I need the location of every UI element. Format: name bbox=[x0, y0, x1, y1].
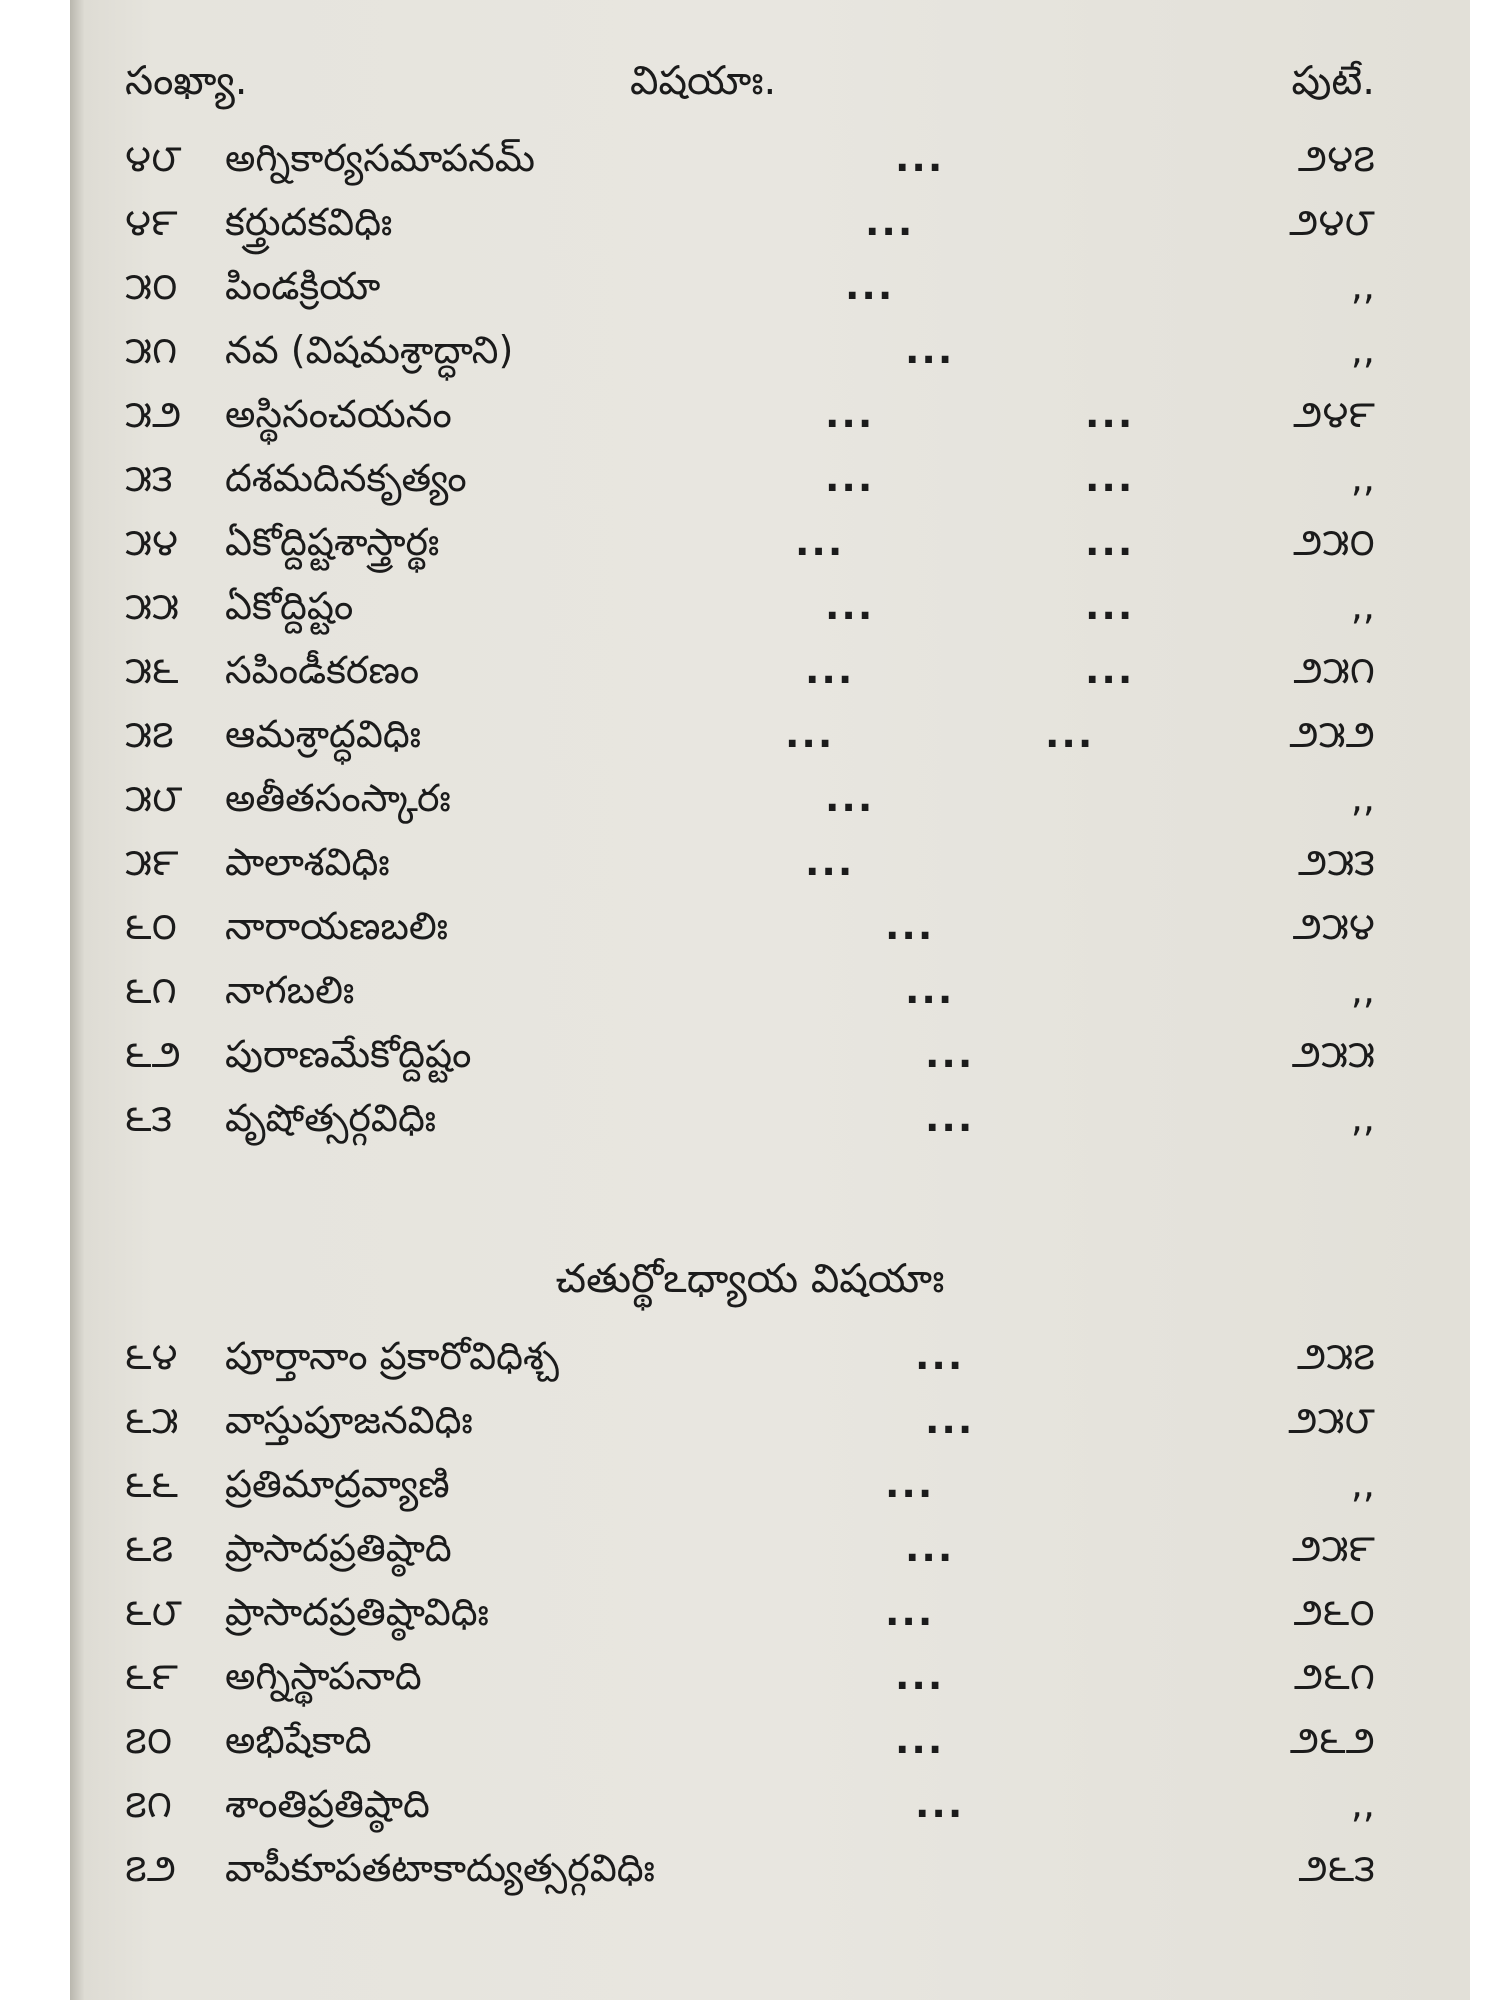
entry-page-number: ,, bbox=[1350, 968, 1375, 1012]
contents-entry bbox=[125, 192, 1375, 256]
leader-dots: ... bbox=[905, 1526, 955, 1570]
entry-number: ౫౭ bbox=[125, 712, 174, 756]
column-header-number: సంఖ్యా. bbox=[125, 58, 248, 104]
entry-page-number: ,, bbox=[1350, 584, 1375, 628]
contents-entry bbox=[125, 1838, 1375, 1902]
contents-entry bbox=[125, 128, 1375, 192]
entry-number: ౫౦ bbox=[125, 264, 178, 308]
entry-title: ప్రాసాదప్రతిష్ఠావిధిః bbox=[225, 1590, 489, 1634]
entry-page-number: ౨౫౦ bbox=[1292, 520, 1375, 564]
entry-number: ౭౨ bbox=[125, 1846, 177, 1890]
contents-entry bbox=[125, 1088, 1375, 1152]
entry-number: ౫౩ bbox=[125, 456, 173, 500]
entry-title: పిండక్రియా bbox=[225, 264, 381, 308]
leader-dots: ... bbox=[905, 328, 955, 372]
entry-page-number: ౨౪౭ bbox=[1297, 136, 1375, 180]
contents-list-part-1 bbox=[125, 128, 1375, 1152]
entry-title: ప్రతిమాద్రవ్యాణి bbox=[225, 1462, 450, 1506]
entry-title: కర్త్రుదకవిధిః bbox=[225, 200, 393, 244]
contents-entry bbox=[125, 896, 1375, 960]
entry-page-number: ౨౫౭ bbox=[1296, 1334, 1375, 1378]
entry-page-number: ౨౫౨ bbox=[1289, 712, 1375, 756]
contents-entry bbox=[125, 384, 1375, 448]
leader-dots: ... bbox=[885, 1590, 935, 1634]
leader-dots: ... bbox=[805, 840, 855, 884]
leader-dots: ... bbox=[785, 712, 835, 756]
entry-page-number: ౨౬౦ bbox=[1293, 1590, 1375, 1634]
leader-dots: ... bbox=[1085, 648, 1135, 692]
contents-entry bbox=[125, 768, 1375, 832]
contents-entry bbox=[125, 1326, 1375, 1390]
contents-entry bbox=[125, 512, 1375, 576]
entry-number: ౭౧ bbox=[125, 1782, 173, 1826]
entry-page-number: ౨౬౩ bbox=[1298, 1846, 1375, 1890]
entry-page-number: ౨౫౮ bbox=[1288, 1398, 1375, 1442]
entry-number: ౬౦ bbox=[125, 904, 178, 948]
leader-dots: ... bbox=[865, 200, 915, 244]
contents-entry bbox=[125, 1454, 1375, 1518]
entry-number: ౬౭ bbox=[125, 1526, 174, 1570]
leader-dots: ... bbox=[915, 1334, 965, 1378]
entry-page-number: ౨౫౧ bbox=[1293, 648, 1375, 692]
contents-entry bbox=[125, 320, 1375, 384]
entry-number: ౬౬ bbox=[125, 1462, 179, 1506]
leader-dots: ... bbox=[825, 456, 875, 500]
entry-title: నవ (విషమశ్రాద్ధాని) bbox=[225, 328, 514, 372]
entry-title: నారాయణబలిః bbox=[225, 904, 448, 948]
entry-number: ౫౬ bbox=[125, 648, 179, 692]
entry-title: పురాణమేకోద్దిష్టం bbox=[225, 1032, 472, 1076]
entry-title: వృషోత్సర్గవిధిః bbox=[225, 1096, 437, 1140]
contents-entry bbox=[125, 1646, 1375, 1710]
entry-title: అతీతసంస్కారః bbox=[225, 776, 451, 820]
entry-number: ౫౨ bbox=[125, 392, 182, 436]
leader-dots: ... bbox=[825, 776, 875, 820]
entry-title: అగ్నిస్థాపనాది bbox=[225, 1654, 422, 1698]
leader-dots: ... bbox=[895, 1718, 945, 1762]
leader-dots: ... bbox=[915, 1782, 965, 1826]
contents-entry bbox=[125, 576, 1375, 640]
entry-number: ౫౪ bbox=[125, 520, 179, 564]
entry-page-number: ౨౪౯ bbox=[1293, 392, 1375, 436]
entry-title: అస్థిసంచయనం bbox=[225, 392, 452, 436]
leader-dots: ... bbox=[895, 136, 945, 180]
entry-page-number: ,, bbox=[1350, 776, 1375, 820]
entry-number: ౫౧ bbox=[125, 328, 178, 372]
leader-dots: ... bbox=[1085, 456, 1135, 500]
entry-number: ౬౪ bbox=[125, 1334, 178, 1378]
column-header-subject: విషయాః. bbox=[630, 58, 777, 104]
contents-entry bbox=[125, 1390, 1375, 1454]
entry-title: ఏకోద్దిష్టం bbox=[225, 584, 354, 628]
entry-page-number: ,, bbox=[1350, 264, 1375, 308]
entry-page-number: ౨౫౯ bbox=[1292, 1526, 1375, 1570]
contents-entry bbox=[125, 1024, 1375, 1088]
contents-list-part-2 bbox=[125, 1326, 1375, 1902]
leader-dots: ... bbox=[1085, 584, 1135, 628]
leader-dots: ... bbox=[925, 1096, 975, 1140]
contents-entry bbox=[125, 832, 1375, 896]
page-binding-edge bbox=[70, 0, 84, 2000]
entry-title: ప్రాసాదప్రతిష్ఠాది bbox=[225, 1526, 452, 1570]
contents-entry bbox=[125, 960, 1375, 1024]
entry-title: ఆమశ్రాద్ధవిధిః bbox=[225, 712, 421, 756]
entry-title: సపిండీకరణం bbox=[225, 648, 420, 692]
leader-dots: ... bbox=[1085, 520, 1135, 564]
leader-dots: ... bbox=[925, 1398, 975, 1442]
entry-title: వాస్తుపూజనవిధిః bbox=[225, 1398, 473, 1442]
entry-number: ౪౮ bbox=[125, 136, 182, 180]
leader-dots: ... bbox=[1085, 392, 1135, 436]
leader-dots: ... bbox=[825, 392, 875, 436]
contents-entry bbox=[125, 1518, 1375, 1582]
entry-number: ౭౦ bbox=[125, 1718, 173, 1762]
entry-number: ౬౯ bbox=[125, 1654, 179, 1698]
column-header-page: పుటే. bbox=[1291, 58, 1375, 104]
entry-number: ౪౯ bbox=[125, 200, 178, 244]
entry-title: పూర్తానాం ప్రకారోవిధిశ్చ bbox=[225, 1334, 559, 1378]
leader-dots: ... bbox=[905, 968, 955, 1012]
entry-number: ౫౮ bbox=[125, 776, 183, 820]
leader-dots: ... bbox=[925, 1032, 975, 1076]
entry-page-number: ,, bbox=[1350, 1096, 1375, 1140]
entry-page-number: ౨౫౪ bbox=[1292, 904, 1375, 948]
entry-title: అగ్నికార్యసమాపనమ్ bbox=[225, 136, 536, 180]
entry-title: శాంతిప్రతిష్ఠాది bbox=[225, 1782, 430, 1826]
entry-page-number: ౨౬౨ bbox=[1289, 1718, 1375, 1762]
contents-entry bbox=[125, 1774, 1375, 1838]
entry-title: వాపీకూపతటాకాద్యుత్సర్గవిధిః bbox=[225, 1846, 655, 1890]
leader-dots: ... bbox=[885, 904, 935, 948]
leader-dots: ... bbox=[845, 264, 895, 308]
entry-page-number: ,, bbox=[1350, 456, 1375, 500]
entry-page-number: ౨౫౫ bbox=[1291, 1032, 1375, 1076]
leader-dots: ... bbox=[1045, 712, 1095, 756]
entry-number: ౬౩ bbox=[125, 1096, 173, 1140]
entry-number: ౬౫ bbox=[125, 1398, 179, 1442]
section-heading: చతుర్థోఽధ్యాయ విషయాః bbox=[555, 1256, 945, 1302]
entry-page-number: ౨౬౧ bbox=[1293, 1654, 1375, 1698]
entry-number: ౬౮ bbox=[125, 1590, 183, 1634]
entry-title: పాలాశవిధిః bbox=[225, 840, 390, 884]
leader-dots: ... bbox=[885, 1462, 935, 1506]
leader-dots: ... bbox=[825, 584, 875, 628]
contents-entry bbox=[125, 704, 1375, 768]
contents-entry bbox=[125, 256, 1375, 320]
entry-page-number: ,, bbox=[1350, 1462, 1375, 1506]
contents-header bbox=[125, 58, 1375, 118]
leader-dots: ... bbox=[895, 1654, 945, 1698]
contents-entry bbox=[125, 1710, 1375, 1774]
entry-page-number: ౨౪౮ bbox=[1289, 200, 1375, 244]
entry-title: ఏకోద్దిష్టశాస్త్రార్థః bbox=[225, 520, 440, 564]
entry-page-number: ,, bbox=[1350, 1782, 1375, 1826]
entry-title: నాగబలిః bbox=[225, 968, 355, 1012]
entry-title: అభిషేకాది bbox=[225, 1718, 372, 1762]
leader-dots: ... bbox=[805, 648, 855, 692]
entry-number: ౬౨ bbox=[125, 1032, 181, 1076]
entry-number: ౫౫ bbox=[125, 584, 180, 628]
entry-number: ౬౧ bbox=[125, 968, 177, 1012]
contents-entry bbox=[125, 1582, 1375, 1646]
leader-dots: ... bbox=[795, 520, 845, 564]
contents-entry bbox=[125, 640, 1375, 704]
entry-number: ౫౯ bbox=[125, 840, 179, 884]
entry-page-number: ,, bbox=[1350, 328, 1375, 372]
entry-page-number: ౨౫౩ bbox=[1297, 840, 1375, 884]
contents-entry bbox=[125, 448, 1375, 512]
entry-title: దశమదినకృత్యం bbox=[225, 456, 467, 500]
